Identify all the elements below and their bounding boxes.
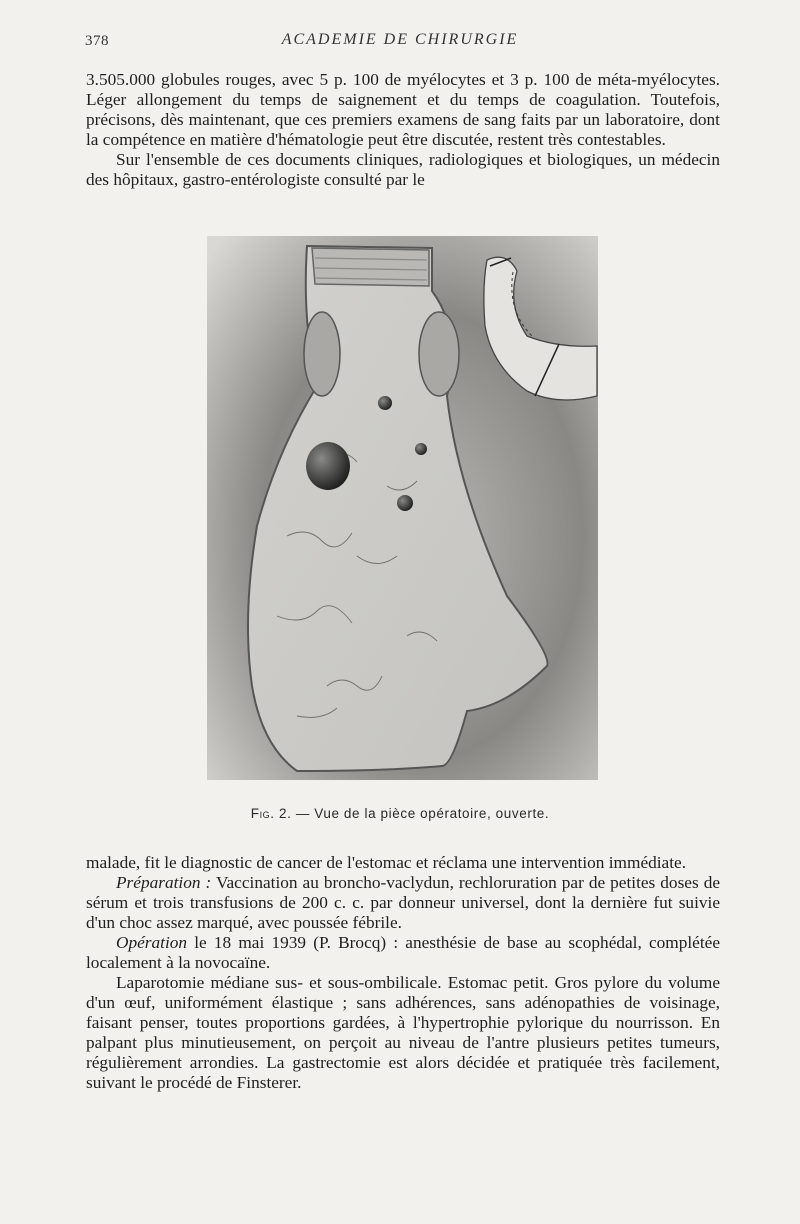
figure-caption — [0, 806, 800, 821]
operation-text: le 18 mai 1939 (P. Brocq) : anesthésie de base au scophédal, complétée localement à la novocaïne. — [86, 933, 720, 972]
page-number: 378 — [85, 33, 109, 49]
paragraph-documents: Sur l'ensemble de ces documents cliniques, radiologiques et biologiques, un médecin des hôpitaux, gastro-entérologiste consulté par le — [86, 150, 720, 189]
tumor-nodule-small-2 — [415, 443, 427, 455]
tumor-nodule-small-1 — [378, 396, 392, 410]
muscle-wall-left — [304, 312, 340, 396]
paragraph-operation — [86, 933, 720, 973]
figure-surgical-specimen — [207, 236, 598, 780]
operation-label: Opération — [116, 933, 188, 952]
preparation-label: Préparation : — [116, 873, 212, 892]
paragraph-laparotomy: Laparotomie médiane sus- et sous-ombilicale. Estomac petit. Gros pylore du volume d'un œuf, uniformément élastique ; sans adhérences, sans adénopathies de voisinage, faisant penser, toutes proportions gardées, à l'hypertrophie pylorique du nourrisson. En palpant plus minutieusement, on perçoit au niveau de l'antre plusieurs petites tumeurs, régulièrement arrondies. La gastrectomie est alors décidée et pratiquée très facilement, suivant le procédé de Finsterer. — [86, 973, 720, 1092]
muscle-wall-right — [419, 312, 459, 396]
specimen-illustration — [207, 236, 598, 780]
top-text-block — [86, 70, 720, 190]
tumor-nodule-large — [306, 442, 350, 490]
preparation-text: Vaccination au broncho-vaclydun, rechloruration par de petites doses de sérum et trois transfusions de 200 c. c. par donneur universel, dont la dernière fut suivie d'un choc assez marqué, avec poussée fébrile. — [86, 873, 721, 932]
bottom-text-block — [86, 853, 720, 1093]
tumor-nodule-small-3 — [397, 495, 413, 511]
figure-caption-text: — Vue de la pièce opératoire, ouverte. — [295, 806, 550, 821]
figure-label: Fig. 2. — [250, 806, 292, 821]
paragraph-blood-results: 3.505.000 globules rouges, avec 5 p. 100 de myélocytes et 3 p. 100 de méta-myélocytes. Léger allongement du temps de saignement et du temps de coagulation. Toutefois, précisons, dès maintenant, que ces premiers examens de sang faits par un laboratoire, dont la compétence en matière d'hématologie peut être discutée, restent très contestables. — [86, 70, 720, 149]
paragraph-diagnosis: malade, fit le diagnostic de cancer de l'estomac et réclama une intervention immédiate. — [86, 853, 687, 872]
paragraph-preparation — [86, 873, 720, 933]
running-title: ACADEMIE DE CHIRURGIE — [281, 31, 519, 48]
